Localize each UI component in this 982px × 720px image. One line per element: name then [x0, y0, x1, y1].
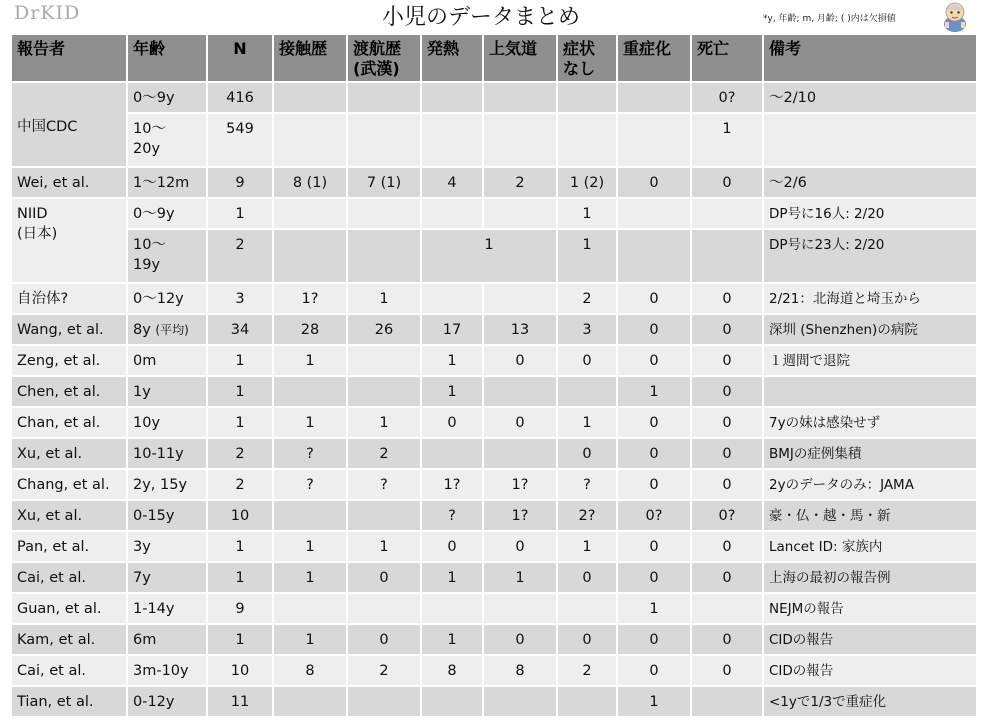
cell-reporter: Xu, et al.: [11, 438, 127, 469]
cell-age: 0〜9y: [127, 82, 207, 113]
cell-remarks: [763, 113, 977, 167]
cell-remarks: 7yの妹は感染せず: [763, 407, 977, 438]
cell-upper: 1: [483, 562, 557, 593]
cell-travel: 0: [347, 562, 421, 593]
cell-fever: [421, 283, 483, 314]
cell-travel: 2: [347, 655, 421, 686]
cell-n: 2: [207, 438, 273, 469]
cell-fever: 1: [421, 376, 483, 407]
table-row: [11, 113, 977, 167]
cell-severe: 1: [617, 686, 691, 717]
cell-reporter: NIID (日本): [11, 198, 127, 283]
cell-nosym: [557, 82, 617, 113]
cell-upper: 0: [483, 407, 557, 438]
cell-upper: [483, 593, 557, 624]
cell-fever: 1?: [421, 469, 483, 500]
cell-n: 2: [207, 469, 273, 500]
cell-reporter: Wang, et al.: [11, 314, 127, 345]
cell-travel: 26: [347, 314, 421, 345]
cell-severe: 1: [617, 376, 691, 407]
cell-nosym: 0: [557, 562, 617, 593]
cell-fever: [421, 82, 483, 113]
cell-fever: [421, 593, 483, 624]
cell-fever: 0: [421, 531, 483, 562]
col-no-symptoms: 症状 なし: [557, 34, 617, 82]
cell-reporter: Guan, et al.: [11, 593, 127, 624]
cell-death: 0: [691, 345, 763, 376]
cell-nosym: ?: [557, 469, 617, 500]
cell-age: 10y: [127, 407, 207, 438]
cell-reporter: Chang, et al.: [11, 469, 127, 500]
cell-death: 0?: [691, 82, 763, 113]
cell-severe: 0: [617, 407, 691, 438]
cell-upper: 1: [421, 229, 557, 283]
table-row: [11, 624, 977, 655]
cell-contact: 1: [273, 345, 347, 376]
cell-travel: [347, 376, 421, 407]
cell-nosym: [557, 686, 617, 717]
cell-nosym: 1: [557, 198, 617, 229]
page-title: 小児のデータまとめ: [382, 5, 581, 30]
cell-death: 1: [691, 113, 763, 167]
cell-contact: 1: [273, 407, 347, 438]
cell-death: [691, 593, 763, 624]
cell-reporter: Chan, et al.: [11, 407, 127, 438]
legend-note: *y, 年齢; m, 月齢; ( )内は欠損値: [763, 14, 896, 24]
cell-fever: ?: [421, 500, 483, 531]
cell-fever: [421, 113, 483, 167]
cell-contact: [273, 500, 347, 531]
cell-age: 3m-10y: [127, 655, 207, 686]
col-age: 年齢: [127, 34, 207, 82]
cell-remarks: 豪・仏・越・馬・新: [763, 500, 977, 531]
cell-n: 1: [207, 407, 273, 438]
cell-contact: 1: [273, 562, 347, 593]
cell-travel: 7 (1): [347, 167, 421, 198]
cell-nosym: [557, 593, 617, 624]
cell-remarks: １週間で退院: [763, 345, 977, 376]
data-table: [10, 33, 978, 718]
cell-nosym: 3: [557, 314, 617, 345]
cell-nosym: 1: [557, 531, 617, 562]
cell-fever: [421, 438, 483, 469]
cell-contact: [273, 229, 347, 283]
cell-severe: [617, 229, 691, 283]
cell-age: 0-15y: [127, 500, 207, 531]
cell-death: 0: [691, 407, 763, 438]
cell-upper: [483, 376, 557, 407]
cell-severe: 0: [617, 562, 691, 593]
cell-death: 0: [691, 438, 763, 469]
table-row: [11, 407, 977, 438]
cell-severe: [617, 82, 691, 113]
cell-remarks: <1yで1/3で重症化: [763, 686, 977, 717]
cell-remarks: DP号に23人: 2/20: [763, 229, 977, 283]
cell-contact: [273, 82, 347, 113]
cell-age: 7y: [127, 562, 207, 593]
cell-n: 1: [207, 345, 273, 376]
cell-n: 549: [207, 113, 273, 167]
cell-death: [691, 686, 763, 717]
table-row: [11, 531, 977, 562]
cell-reporter: Xu, et al.: [11, 500, 127, 531]
cell-contact: [273, 376, 347, 407]
cell-n: 1: [207, 376, 273, 407]
cell-contact: 1: [273, 624, 347, 655]
cell-upper: [483, 82, 557, 113]
cell-n: 1: [207, 531, 273, 562]
cell-severe: 0: [617, 531, 691, 562]
cell-age: 10〜 20y: [127, 113, 207, 167]
cell-upper: [483, 438, 557, 469]
cell-travel: 1: [347, 283, 421, 314]
cell-reporter: Cai, et al.: [11, 655, 127, 686]
cell-fever: 8: [421, 655, 483, 686]
cell-reporter: Wei, et al.: [11, 167, 127, 198]
table-row: [11, 562, 977, 593]
cell-remarks: 〜2/10: [763, 82, 977, 113]
mascot-icon: [938, 0, 972, 32]
cell-contact: [273, 198, 347, 229]
cell-n: 34: [207, 314, 273, 345]
cell-n: 416: [207, 82, 273, 113]
cell-severe: 0: [617, 283, 691, 314]
col-reporter: 報告者: [11, 34, 127, 82]
table-row: [11, 593, 977, 624]
logo: DrKID: [14, 2, 81, 24]
cell-nosym: 2: [557, 655, 617, 686]
col-contact: 接触歴: [273, 34, 347, 82]
cell-fever: 4: [421, 167, 483, 198]
cell-contact: ?: [273, 438, 347, 469]
cell-severe: 0: [617, 167, 691, 198]
cell-travel: 1: [347, 531, 421, 562]
cell-remarks: Lancet ID: 家族内: [763, 531, 977, 562]
table-row: [11, 283, 977, 314]
cell-remarks: 深圳 (Shenzhen)の病院: [763, 314, 977, 345]
cell-remarks: 2yのデータのみ：JAMA: [763, 469, 977, 500]
cell-fever: [421, 198, 483, 229]
cell-death: [691, 198, 763, 229]
cell-n: 1: [207, 624, 273, 655]
cell-upper: [483, 198, 557, 229]
cell-n: 2: [207, 229, 273, 283]
cell-death: 0?: [691, 500, 763, 531]
cell-nosym: 1 (2): [557, 167, 617, 198]
cell-travel: [347, 198, 421, 229]
cell-death: 0: [691, 655, 763, 686]
col-severe: 重症化: [617, 34, 691, 82]
cell-severe: 0?: [617, 500, 691, 531]
cell-fever: 1: [421, 562, 483, 593]
cell-age: 1〜12m: [127, 167, 207, 198]
cell-nosym: 0: [557, 345, 617, 376]
table-row: [11, 345, 977, 376]
cell-severe: 1: [617, 593, 691, 624]
cell-n: 3: [207, 283, 273, 314]
cell-age: [127, 314, 207, 345]
cell-contact: 28: [273, 314, 347, 345]
cell-contact: [273, 113, 347, 167]
cell-nosym: 1: [557, 229, 617, 283]
col-death: 死亡: [691, 34, 763, 82]
cell-travel: 0: [347, 624, 421, 655]
cell-remarks: [763, 376, 977, 407]
cell-reporter: Cai, et al.: [11, 562, 127, 593]
cell-travel: ?: [347, 469, 421, 500]
cell-age: 0〜9y: [127, 198, 207, 229]
cell-fever: [421, 686, 483, 717]
cell-remarks: 上海の最初の報告例: [763, 562, 977, 593]
cell-travel: 2: [347, 438, 421, 469]
cell-age: 0〜12y: [127, 283, 207, 314]
cell-upper: [483, 283, 557, 314]
cell-nosym: [557, 376, 617, 407]
cell-age: 2y, 15y: [127, 469, 207, 500]
table-row: [11, 314, 977, 345]
cell-fever: 1: [421, 345, 483, 376]
cell-n: 9: [207, 167, 273, 198]
cell-n: 11: [207, 686, 273, 717]
col-upper-airway: 上気道: [483, 34, 557, 82]
cell-age: 6m: [127, 624, 207, 655]
cell-n: 10: [207, 655, 273, 686]
cell-reporter: Chen, et al.: [11, 376, 127, 407]
table-row: [11, 655, 977, 686]
cell-age: 3y: [127, 531, 207, 562]
cell-travel: [347, 686, 421, 717]
cell-travel: 1: [347, 407, 421, 438]
cell-travel: [347, 345, 421, 376]
cell-contact: [273, 593, 347, 624]
cell-upper: 0: [483, 531, 557, 562]
cell-nosym: 0: [557, 624, 617, 655]
cell-contact: ?: [273, 469, 347, 500]
table-row: [11, 82, 977, 113]
cell-remarks: CIDの報告: [763, 624, 977, 655]
cell-death: [691, 229, 763, 283]
cell-contact: 8 (1): [273, 167, 347, 198]
cell-severe: [617, 113, 691, 167]
cell-travel: [347, 82, 421, 113]
cell-severe: [617, 198, 691, 229]
col-remarks: 備考: [763, 34, 977, 82]
cell-nosym: 0: [557, 438, 617, 469]
cell-contact: 1: [273, 531, 347, 562]
cell-death: 0: [691, 562, 763, 593]
cell-fever: 1: [421, 624, 483, 655]
cell-age: 0-12y: [127, 686, 207, 717]
cell-death: 0: [691, 469, 763, 500]
cell-nosym: 2: [557, 283, 617, 314]
age-note: (平均): [155, 323, 189, 337]
cell-severe: 0: [617, 438, 691, 469]
cell-upper: 1?: [483, 500, 557, 531]
cell-severe: 0: [617, 345, 691, 376]
cell-remarks: NEJMの報告: [763, 593, 977, 624]
cell-remarks: CIDの報告: [763, 655, 977, 686]
cell-travel: [347, 229, 421, 283]
cell-death: 0: [691, 283, 763, 314]
cell-remarks: BMJの症例集積: [763, 438, 977, 469]
cell-age: 10〜 19y: [127, 229, 207, 283]
col-travel: 渡航歴 (武漢): [347, 34, 421, 82]
header-row: [11, 34, 977, 82]
cell-death: 0: [691, 167, 763, 198]
table-row: [11, 198, 977, 229]
cell-upper: 0: [483, 624, 557, 655]
cell-death: 0: [691, 531, 763, 562]
cell-remarks: 〜2/6: [763, 167, 977, 198]
cell-upper: 1?: [483, 469, 557, 500]
cell-reporter: Zeng, et al.: [11, 345, 127, 376]
col-fever: 発熱: [421, 34, 483, 82]
cell-age: 0m: [127, 345, 207, 376]
cell-death: 0: [691, 376, 763, 407]
cell-n: 1: [207, 198, 273, 229]
cell-remarks: 2/21：北海道と埼玉から: [763, 283, 977, 314]
cell-fever: 17: [421, 314, 483, 345]
cell-nosym: [557, 113, 617, 167]
table-row: [11, 376, 977, 407]
cell-severe: 0: [617, 624, 691, 655]
cell-reporter: Tian, et al.: [11, 686, 127, 717]
table-row: [11, 438, 977, 469]
cell-death: 0: [691, 624, 763, 655]
cell-reporter: 中国CDC: [11, 82, 127, 167]
cell-upper: 13: [483, 314, 557, 345]
cell-contact: 1?: [273, 283, 347, 314]
table-row: [11, 686, 977, 717]
cell-n: 1: [207, 562, 273, 593]
table-row: [11, 229, 977, 283]
cell-fever: 0: [421, 407, 483, 438]
cell-severe: 0: [617, 655, 691, 686]
cell-nosym: 2?: [557, 500, 617, 531]
cell-travel: [347, 113, 421, 167]
cell-n: 9: [207, 593, 273, 624]
cell-upper: 8: [483, 655, 557, 686]
cell-remarks: DP号に16人: 2/20: [763, 198, 977, 229]
table-row: [11, 469, 977, 500]
cell-n: 10: [207, 500, 273, 531]
cell-upper: [483, 113, 557, 167]
cell-age: 1y: [127, 376, 207, 407]
table-row: [11, 500, 977, 531]
cell-death: 0: [691, 314, 763, 345]
age-value: 8y: [133, 322, 151, 338]
cell-severe: 0: [617, 469, 691, 500]
cell-upper: 0: [483, 345, 557, 376]
cell-severe: 0: [617, 314, 691, 345]
cell-age: 1-14y: [127, 593, 207, 624]
cell-age: 10-11y: [127, 438, 207, 469]
cell-travel: [347, 500, 421, 531]
cell-nosym: 1: [557, 407, 617, 438]
cell-upper: 2: [483, 167, 557, 198]
col-n: N: [207, 34, 273, 82]
table-row: [11, 167, 977, 198]
cell-reporter: Kam, et al.: [11, 624, 127, 655]
cell-travel: [347, 593, 421, 624]
cell-contact: 8: [273, 655, 347, 686]
cell-reporter: 自治体?: [11, 283, 127, 314]
cell-upper: [483, 686, 557, 717]
cell-reporter: Pan, et al.: [11, 531, 127, 562]
cell-contact: [273, 686, 347, 717]
